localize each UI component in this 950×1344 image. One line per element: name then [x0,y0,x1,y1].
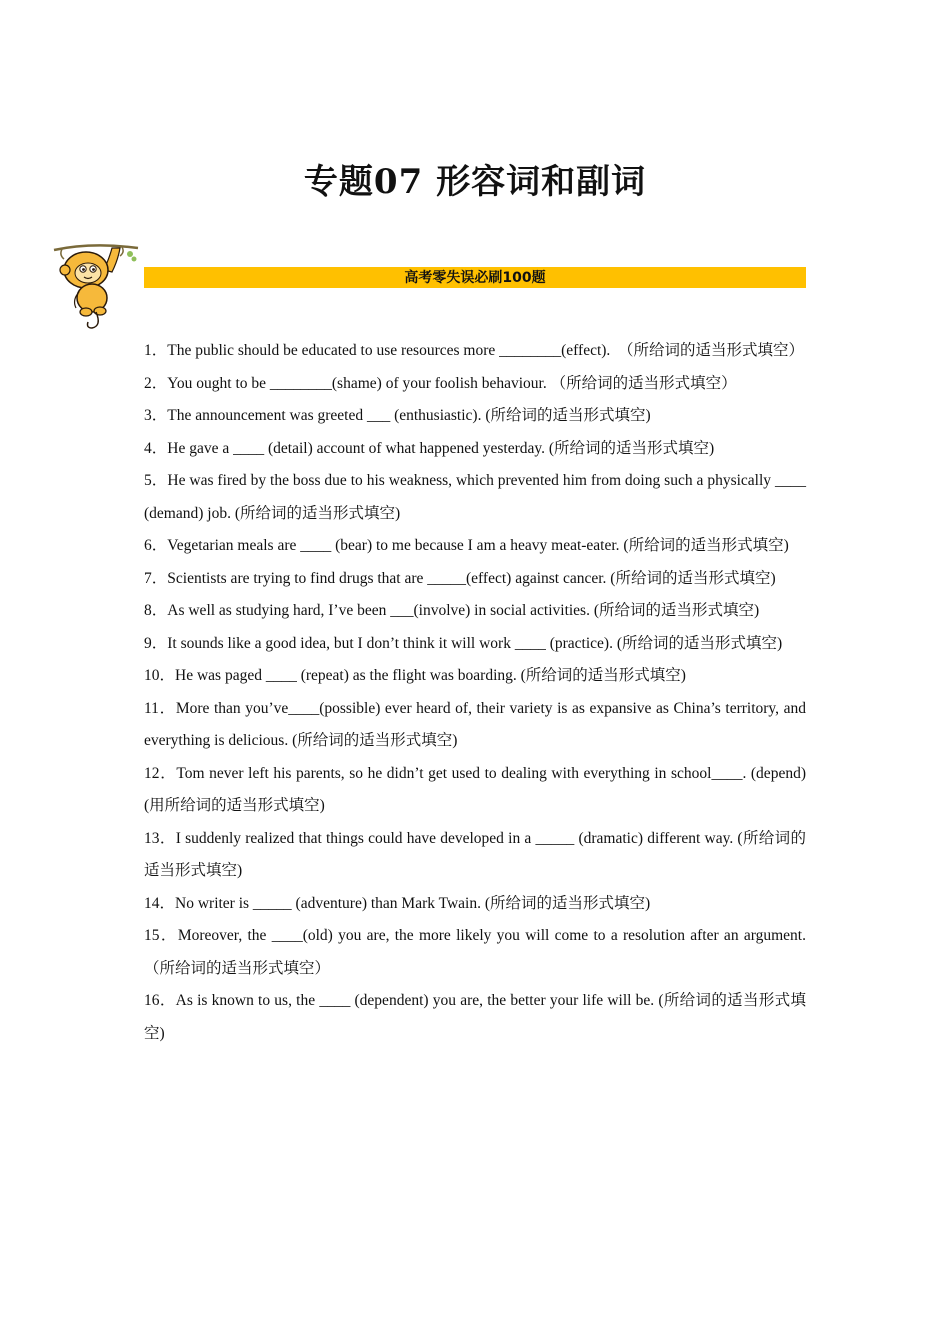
question-item [144,888,806,921]
question-text: Moreover, the ____(old) you are, the more likely you will come to a resolution after an argument. （所给词的适当形式填空） [144,927,806,977]
question-number: 10． [144,667,176,684]
question-number: 2． [144,374,168,392]
question-number: 3． [144,407,168,424]
question-number: 9． [144,634,168,652]
question-text: The announcement was greeted ___ (enthusiastic). (所给词的适当形式填空) [167,407,651,424]
question-item [144,433,806,466]
question-item [144,758,806,823]
question-number: 14． [144,894,176,912]
question-text: No writer is _____ (adventure) than Mark Twain. (所给词的适当形式填空) [175,894,651,912]
question-item [144,400,806,433]
question-item [144,823,806,888]
question-text: You ought to be ________(shame) of your foolish behaviour. （所给词的适当形式填空） [167,374,737,392]
question-number: 8． [144,602,168,619]
question-text: Scientists are trying to find drugs that are _____(effect) against cancer. (所给词的适当形式填空) [167,569,776,587]
question-text: Tom never left his parents, so he didn’t get used to dealing with everything in school____. (depend) (用所给词的适当形式填空) [144,764,806,814]
question-text: It sounds like a good idea, but I don’t think it will work ____ (practice). (所给词的适当形式填空) [167,634,783,652]
question-item [144,335,806,368]
question-text: Vegetarian meals are ____ (bear) to me because I am a heavy meat-eater. (所给词的适当形式填空) [167,537,789,554]
question-item [144,920,806,985]
question-text: I suddenly realized that things could have developed in a _____ (dramatic) different way. (所给词的适当形式填空) [144,829,806,879]
question-text: He was fired by the boss due to his weakness, which prevented him from doing such a physically ____ (demand) job. (所给词的适当形式填空) [144,472,806,522]
question-item [144,595,806,628]
question-number: 1． [144,342,168,359]
question-number: 11． [144,699,176,717]
question-number: 7． [144,569,168,587]
question-item [144,563,806,596]
question-list [144,335,806,1050]
question-text: As well as studying hard, I’ve been ___(involve) in social activities. (所给词的适当形式填空) [167,602,760,619]
section-banner: 高考零失误必刷100题 [144,267,806,288]
monkey-mascot-icon [52,240,144,332]
question-text: He was paged ____ (repeat) as the flight was boarding. (所给词的适当形式填空) [175,667,686,684]
question-item [144,693,806,758]
question-number: 16． [144,992,176,1009]
question-number: 15． [144,927,178,944]
question-item [144,530,806,563]
question-item [144,628,806,661]
question-item [144,465,806,530]
question-number: 6． [144,537,168,554]
question-text: As is known to us, the ____ (dependent) you are, the better your life will be. (所给词的适当形式填空) [144,992,806,1042]
question-number: 13． [144,829,176,847]
question-number: 4． [144,439,168,457]
question-number: 12． [144,764,177,782]
question-text: He gave a ____ (detail) account of what happened yesterday. (所给词的适当形式填空) [167,439,715,457]
page-title: 专题07 形容词和副词 [303,162,647,202]
question-text: More than you’ve____(possible) ever heard of, their variety is as expansive as China’s territory, and everything is delicious. (所给词的适当形式填空) [144,699,806,749]
question-number: 5． [144,472,168,489]
question-text: The public should be educated to use resources more ________(effect). （所给词的适当形式填空） [167,342,805,359]
question-item [144,985,806,1050]
question-item [144,368,806,401]
question-item [144,660,806,693]
